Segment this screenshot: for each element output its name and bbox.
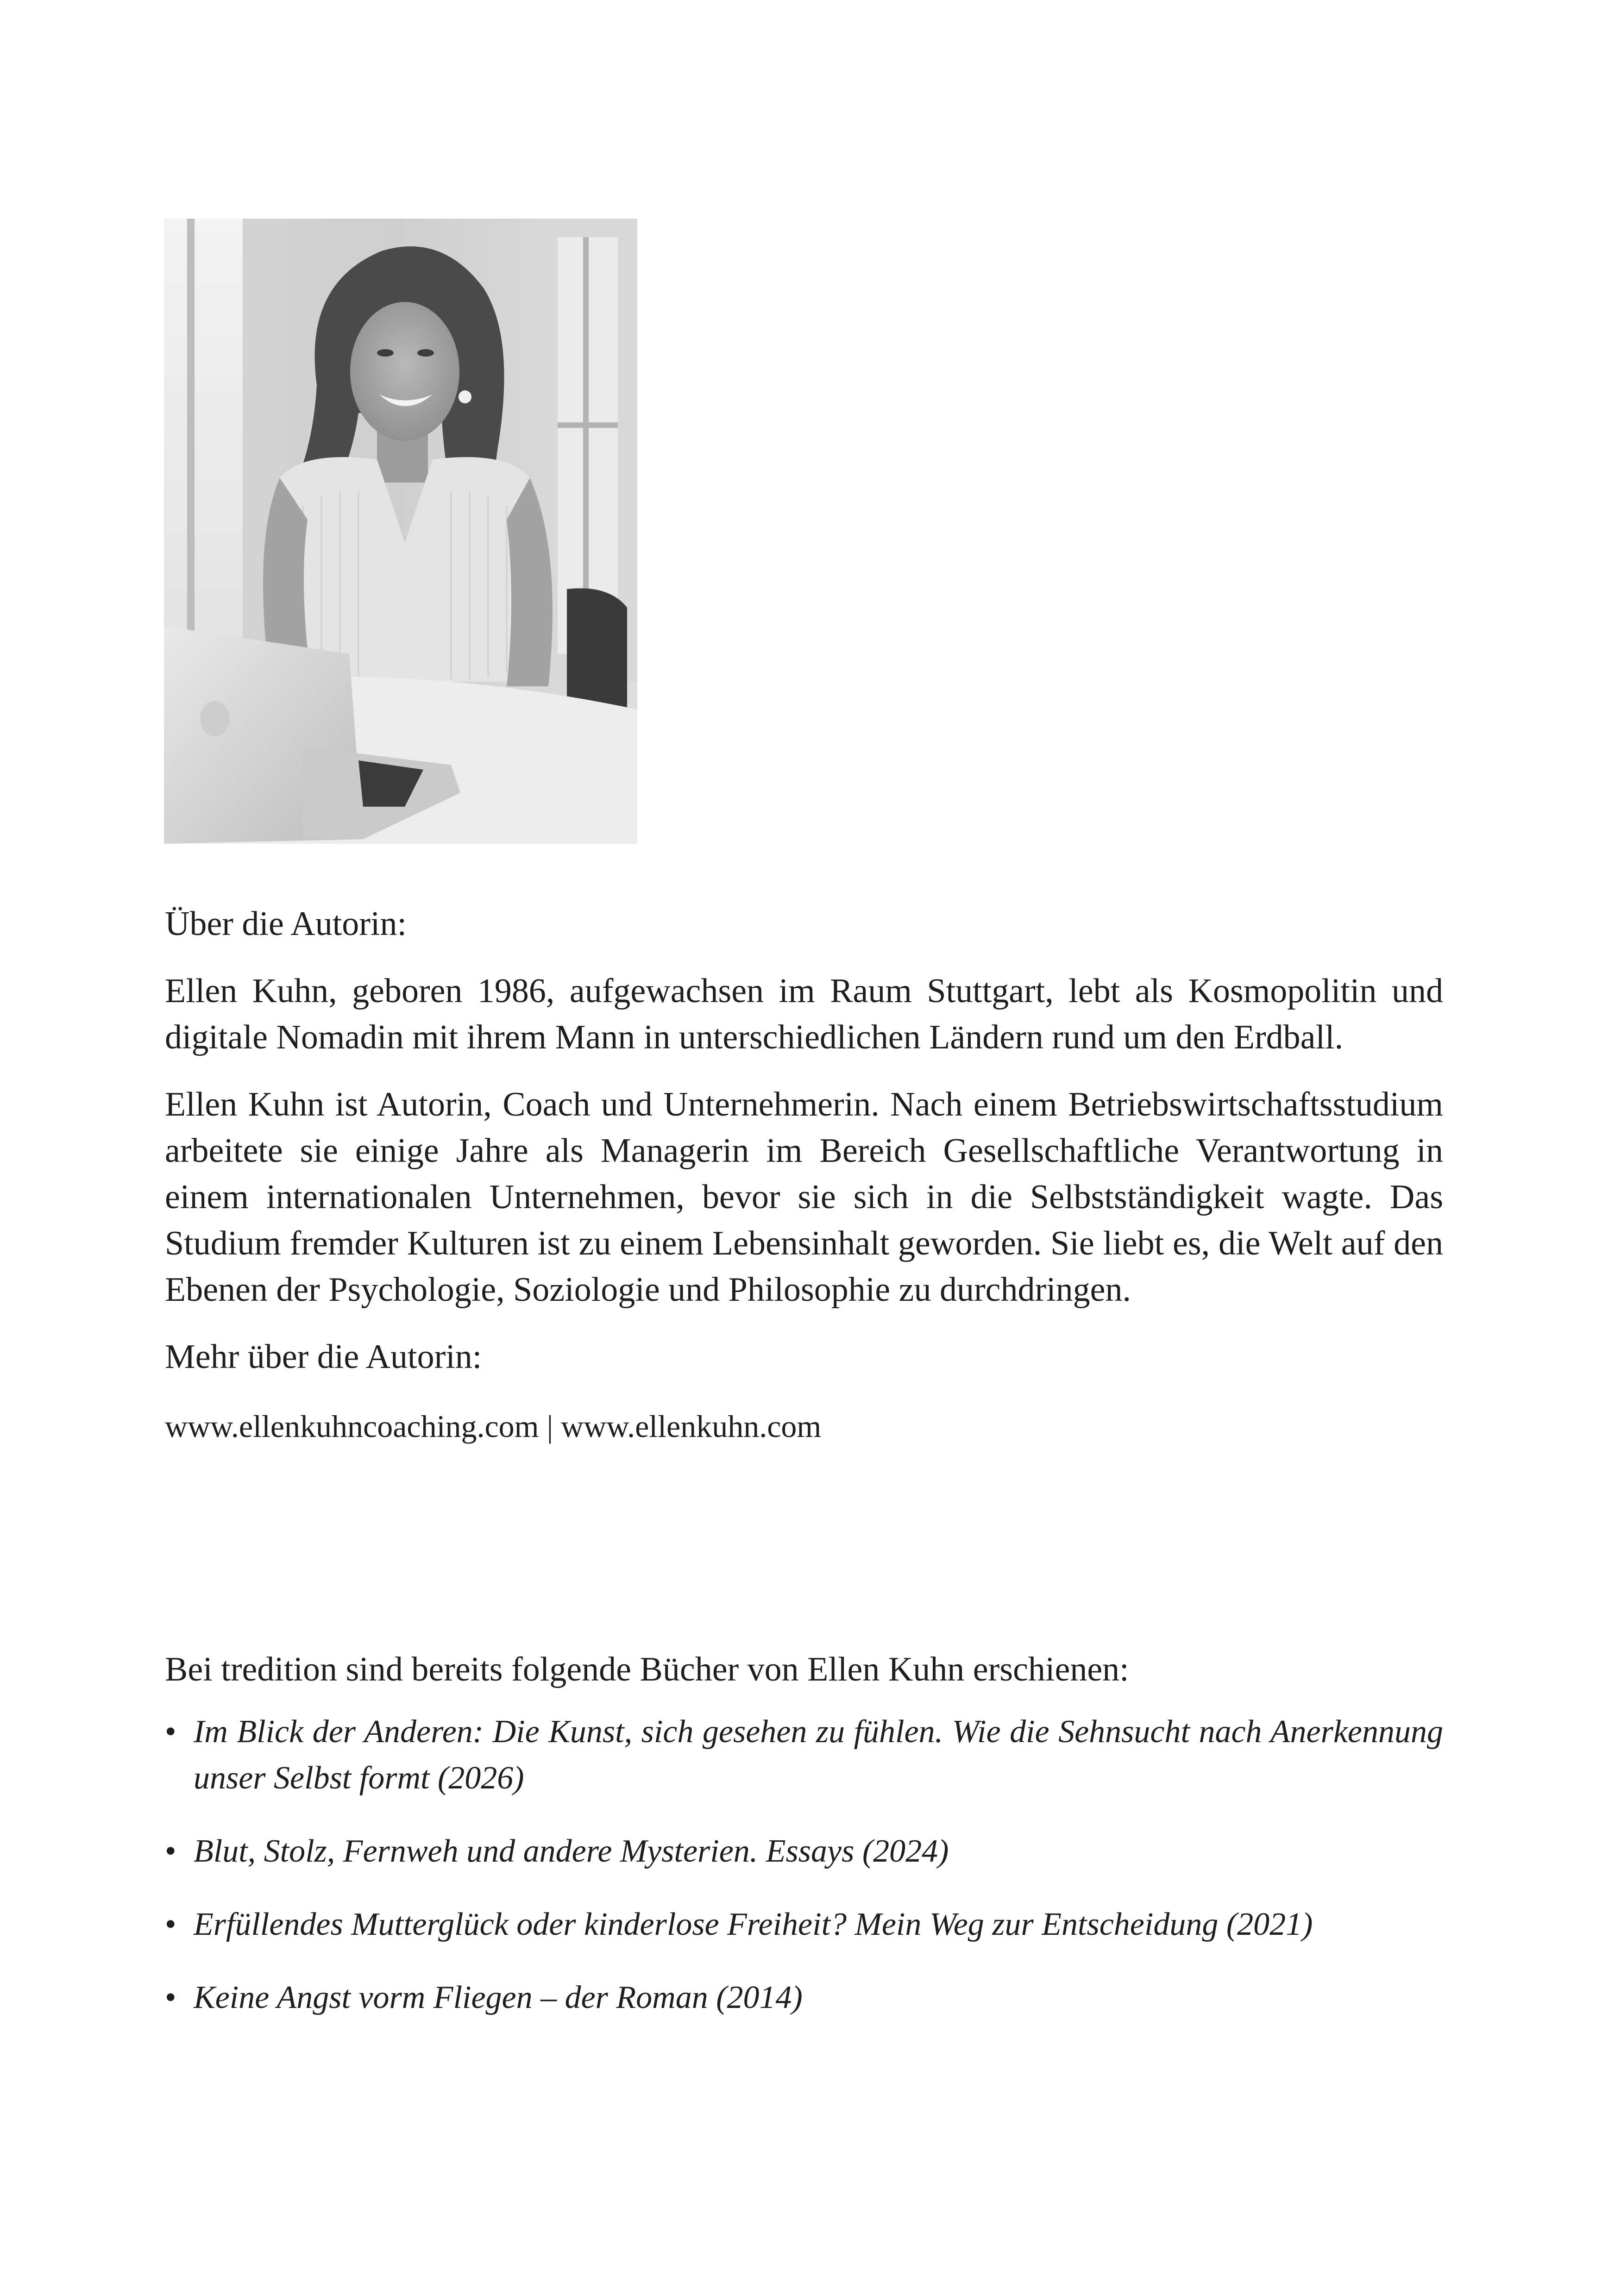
about-author-section (165, 901, 1443, 1449)
bullet-icon: • (165, 1833, 176, 1869)
book-title: Keine Angst vorm Fliegen – der Roman (2014) (194, 1980, 803, 2015)
bullet-icon: • (165, 1714, 176, 1750)
book-list-item (165, 1975, 1443, 2021)
about-paragraph-1: Ellen Kuhn, geboren 1986, aufgewachsen im Raum Stuttgart, lebt als Kosmopolitin und digitale Nomadin mit ihrem Mann in unterschiedlichen Ländern rund um den Erdball. (165, 972, 1443, 1056)
author-photo (164, 219, 637, 844)
bullet-icon: • (165, 1907, 176, 1942)
about-heading: Über die Autorin: (165, 905, 407, 943)
book-list-item (165, 1709, 1443, 1801)
more-about-label: Mehr über die Autorin: (165, 1338, 482, 1376)
book-list-item (165, 1828, 1443, 1875)
bullet-icon: • (165, 1980, 176, 2015)
book-title: Im Blick der Anderen: Die Kunst, sich gesehen zu fühlen. Wie die Sehnsucht nach Anerkennung unser Selbst formt (2026) (194, 1714, 1443, 1796)
book-list (165, 1709, 1443, 2048)
book-list-item (165, 1901, 1443, 1948)
author-website-links[interactable]: www.ellenkuhncoaching.com | www.ellenkuhn.com (165, 1409, 822, 1444)
author-portrait-icon (164, 219, 637, 844)
book-title: Erfüllendes Mutterglück oder kinderlose Freiheit? Mein Weg zur Entscheidung (2021) (194, 1907, 1313, 1942)
about-paragraph-2: Ellen Kuhn ist Autorin, Coach und Unternehmerin. Nach einem Betriebswirtschaftsstudium arbeitete sie einige Jahre als Managerin im Bereich Gesellschaftliche Verantwortung in einem internationalen Unternehmen, bevor sie sich in die Selbstständigkeit wagte. Das Studium fremder Kulturen ist zu einem Lebensinhalt geworden. Sie liebt es, die Welt auf den Ebenen der Psychologie, Soziologie und Philosophie zu durchdringen. (165, 1085, 1443, 1309)
books-heading: Bei tredition sind bereits folgende Bücher von Ellen Kuhn erschienen: (165, 1650, 1129, 1688)
book-title: Blut, Stolz, Fernweh und andere Mysterien. Essays (2024) (194, 1833, 949, 1869)
